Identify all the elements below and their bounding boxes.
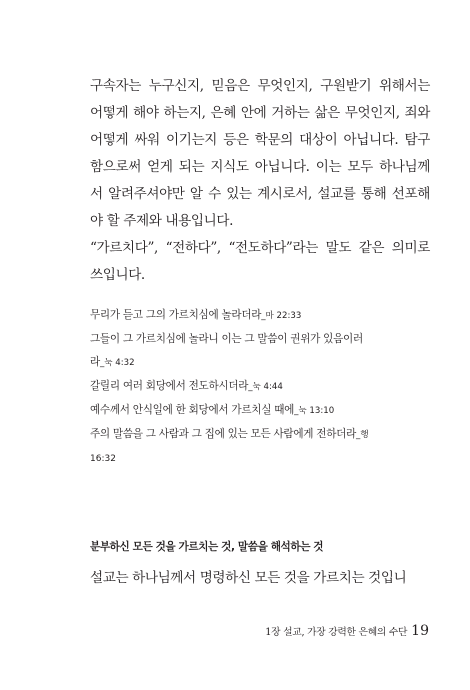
quote-reference: _행	[356, 430, 369, 440]
body-line: 어떻게 싸워 이기는지 등은 학문의 대상이 아닙니다. 탐구	[90, 132, 430, 148]
scripture-quote	[90, 328, 420, 351]
scripture-quote	[90, 399, 420, 423]
body-line: 어떻게 해야 하는지, 은혜 안에 거하는 삶은 무엇인지, 죄와	[90, 105, 430, 121]
quote-reference: 16:32	[90, 454, 116, 464]
scripture-quote-continuation	[90, 447, 420, 471]
body-line: 쓰입니다.	[90, 267, 145, 283]
running-head: 1장 설교, 가장 강력한 은혜의 수단	[265, 627, 408, 638]
quote-reference: _마 22:33	[261, 311, 302, 321]
quote-text: 예수께서 안식일에 한 회당에서 가르치실 때에	[90, 404, 295, 416]
body-paragraph	[90, 73, 430, 289]
scripture-quotes	[90, 304, 420, 471]
scripture-quote	[90, 423, 420, 447]
page-footer	[265, 620, 429, 639]
body-line: “가르치다”, “전하다”, “전도하다”라는 말도 같은 의미로	[90, 240, 430, 256]
body-line: 야 할 주제와 내용입니다.	[90, 213, 233, 229]
section-heading: 분부하신 모든 것을 가르치는 것, 말씀을 해석하는 것	[90, 541, 324, 553]
body-line: 구속자는 누구신지, 믿음은 무엇인지, 구원받기 위해서는	[90, 78, 430, 94]
body-line: 함으로써 얻게 되는 지식도 아닙니다. 이는 모두 하나님께	[90, 159, 430, 175]
quote-text: 무리가 듣고 그의 가르치심에 놀라더라	[90, 309, 262, 321]
scripture-quote	[90, 304, 420, 328]
body-line: 서 알려주셔야만 알 수 있는 계시로서, 설교를 통해 선포해	[90, 186, 430, 202]
quote-reference: _눅 4:32	[99, 358, 135, 368]
scripture-quote	[90, 375, 420, 399]
quote-text: 갈릴리 여러 회당에서 전도하시더라	[90, 380, 249, 392]
quote-reference: _눅 13:10	[294, 406, 335, 416]
quote-text: 그들이 그 가르치심에 놀라니 이는 그 말씀이 권위가 있음이러	[90, 333, 363, 345]
quote-text: 주의 말씀을 그 사람과 그 집에 있는 모든 사람에게 전하더라	[90, 428, 357, 440]
section-body-line: 설교는 하나님께서 명령하신 모든 것을 가르치는 것입니	[90, 570, 407, 586]
quote-text: 라	[90, 356, 100, 368]
quote-reference: _눅 4:44	[248, 382, 283, 392]
page-number: 19	[411, 623, 429, 639]
scripture-quote-continuation	[90, 351, 420, 375]
